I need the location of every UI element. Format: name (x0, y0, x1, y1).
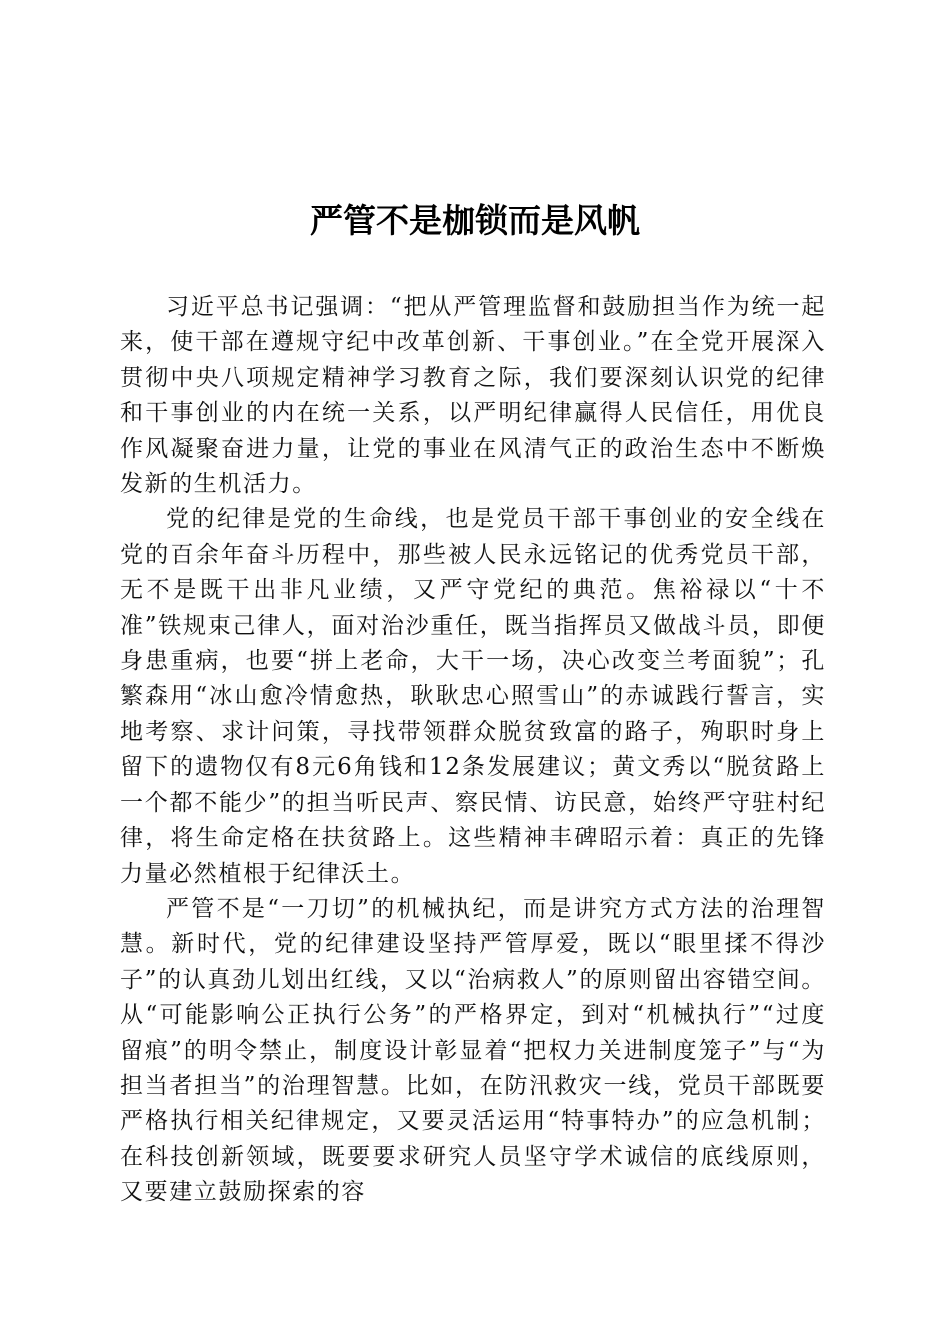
document-title: 严管不是枷锁而是风帆 (310, 201, 640, 240)
document-body (120, 290, 826, 1211)
paragraph: 党的纪律是党的生命线，也是党员干部干事创业的安全线在党的百余年奋斗历程中，那些被人民永远铭记的优秀党员干部，无不是既干出非凡业绩，又严守党纪的典范。焦裕禄以“十不准”铁规束己律人，面对治沙重任，既当指挥员又做战斗员，即便身患重病，也要“拼上老命，大干一场，决心改变兰考面貌”；孔繁森用“冰山愈冷情愈热，耿耿忠心照雪山”的赤诚践行誓言，实地考察、求计问策，寻找带领群众脱贫致富的路子，殉职时身上留下的遗物仅有8元6角钱和12条发展建议；黄文秀以“脱贫路上一个都不能少”的担当听民声、察民情、访民意，始终严守驻村纪律，将生命定格在扶贫路上。这些精神丰碑昭示着：真正的先锋力量必然植根于纪律沃土。 (120, 506, 826, 887)
paragraph: 习近平总书记强调：“把从严管理监督和鼓励担当作为统一起来，使干部在遵规守纪中改革创新、干事创业。”在全党开展深入贯彻中央八项规定精神学习教育之际，我们要深刻认识党的纪律和干事创业的内在统一关系，以严明纪律赢得人民信任，用优良作风凝聚奋进力量，让党的事业在风清气正的政治生态中不断焕发新的生机活力。 (120, 294, 826, 498)
paragraph: 严管不是“一刀切”的机械执纪，而是讲究方式方法的治理智慧。新时代，党的纪律建设坚持严管厚爱，既以“眼里揉不得沙子”的认真劲儿划出红线，又以“治病救人”的原则留出容错空间。从“可能影响公正执行公务”的严格界定，到对“机械执行”“过度留痕”的明令禁止，制度设计彰显着“把权力关进制度笼子”与“为担当者担当”的治理智慧。比如，在防汛救灾一线，党员干部既要严格执行相关纪律规定，又要灵活运用“特事特办”的应急机制；在科技创新领域，既要要求研究人员坚守学术诚信的底线原则，又要建立鼓励探索的容 (120, 895, 826, 1206)
